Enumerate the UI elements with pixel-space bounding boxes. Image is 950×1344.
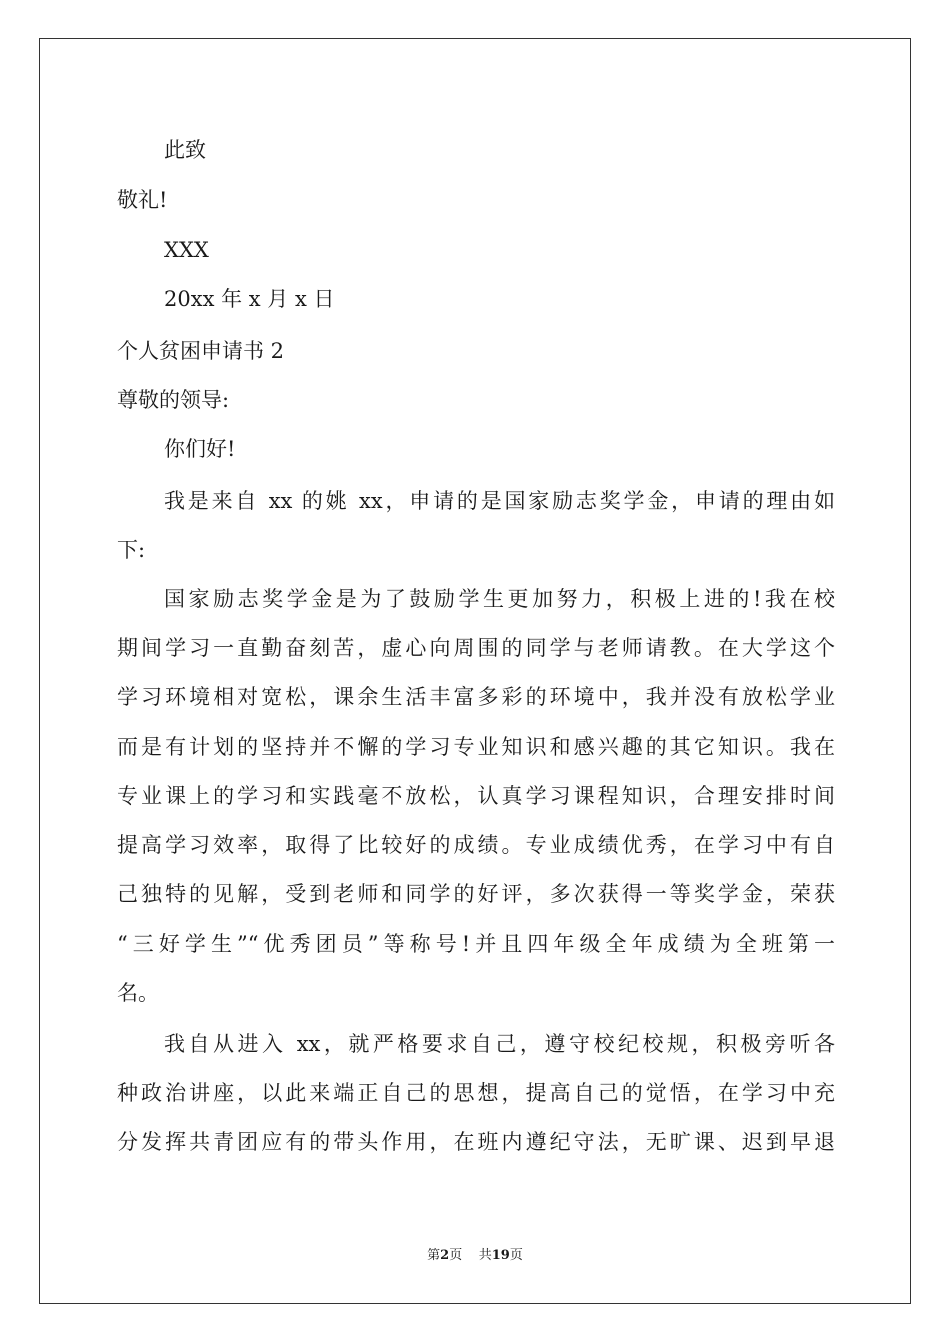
page-prefix: 第 [427, 1248, 441, 1263]
page-suffix: 页 [449, 1248, 463, 1263]
paragraph-line: 专业课上的学习和实践毫不放松，认真学习课程知识，合理安排时间 [117, 784, 835, 808]
paragraph-line: 种政治讲座，以此来端正自己的思想，提高自己的觉悟，在学习中充 [117, 1081, 835, 1105]
total-prefix: 共 [478, 1248, 492, 1263]
section-title: 个人贫困申请书 2 [117, 339, 285, 363]
paragraph-line: 期间学习一直勤奋刻苦，虚心向周围的同学与老师请教。在大学这个 [117, 636, 835, 660]
greeting: 你们好! [164, 437, 236, 461]
page-number: 2 [440, 1248, 450, 1263]
paragraph-line: 而是有计划的坚持并不懈的学习专业知识和感兴趣的其它知识。我在 [117, 735, 835, 759]
paragraph-line: 我是来自 xx 的姚 xx，申请的是国家励志奖学金，申请的理由如 [164, 489, 835, 513]
paragraph-line: 学习环境相对宽松，课余生活丰富多彩的环境中，我并没有放松学业 [117, 685, 835, 709]
paragraph-line: 己独特的见解，受到老师和同学的好评，多次获得一等奖学金，荣获 [117, 882, 835, 906]
total-pages: 19 [491, 1248, 510, 1263]
closing-respect: 敬礼! [117, 188, 168, 212]
paragraph-line: 下: [117, 538, 146, 562]
paragraph-line: 名。 [117, 981, 159, 1005]
closing-salutation: 此致 [164, 138, 206, 162]
paragraph-line: 提高学习效率，取得了比较好的成绩。专业成绩优秀，在学习中有自 [117, 833, 835, 857]
paragraph-line: 分发挥共青团应有的带头作用，在班内遵纪守法，无旷课、迟到早退 [117, 1130, 835, 1154]
letter-date: 20xx 年 x 月 x 日 [164, 287, 335, 311]
page-footer [0, 1248, 950, 1264]
paragraph-line: 国家励志奖学金是为了鼓励学生更加努力，积极上进的!我在校 [164, 587, 835, 611]
paragraph-line: “三好学生”“优秀团员”等称号!并且四年级全年成绩为全班第一 [117, 932, 835, 956]
signature: XXX [164, 238, 209, 262]
addressee: 尊敬的领导: [117, 388, 230, 412]
paragraph-line: 我自从进入 xx，就严格要求自己，遵守校纪校规，积极旁听各 [164, 1032, 835, 1056]
total-suffix: 页 [509, 1248, 523, 1263]
page-border [39, 38, 911, 1304]
